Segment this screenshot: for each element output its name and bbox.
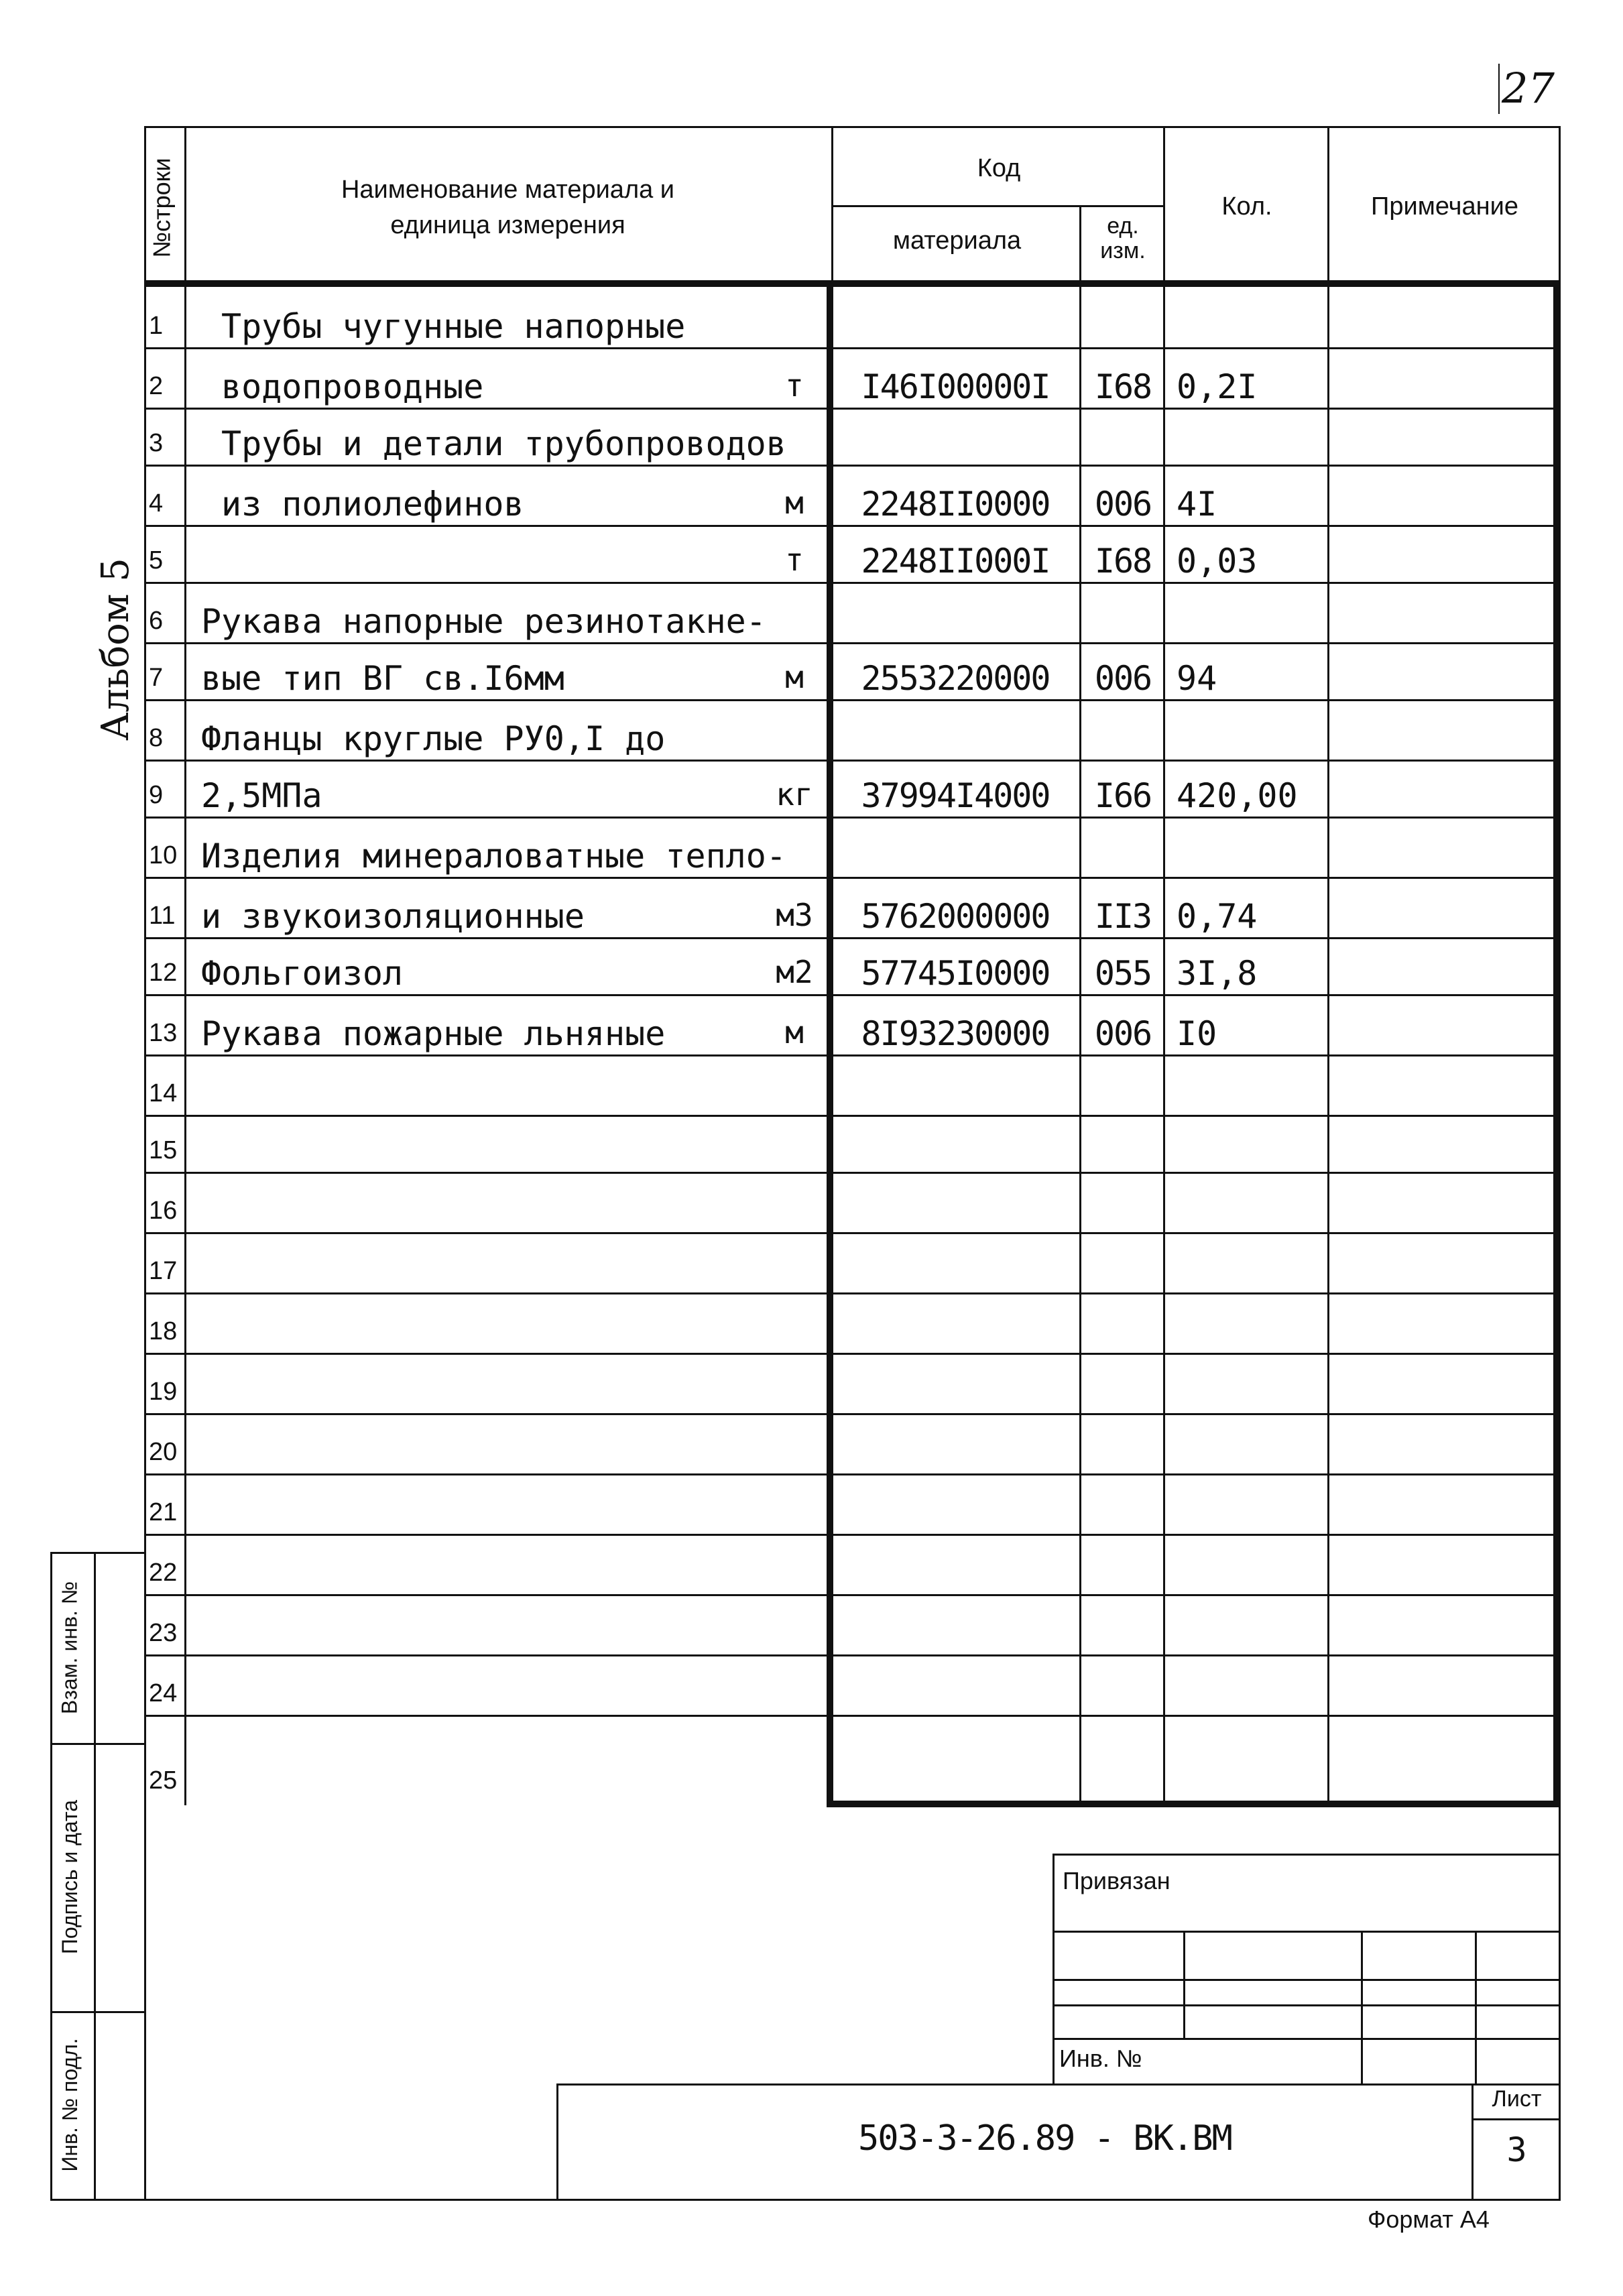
row-number: 20: [149, 1438, 178, 1466]
row-divider: [144, 582, 1559, 584]
row-divider: [144, 1715, 1559, 1717]
row-divider: [144, 408, 1559, 410]
row-number: 5: [149, 546, 164, 575]
sheet-number: 3: [1506, 2130, 1527, 2169]
row-number: 25: [149, 1766, 178, 1795]
material-name: Изделия минераловатные тепло-: [201, 837, 786, 875]
material-name: 2,5МПа: [201, 776, 322, 815]
row-number: 15: [149, 1136, 178, 1164]
header-name-line1: Наименование материала и: [341, 176, 675, 204]
material-code: I46I00000I: [861, 367, 1050, 406]
row-divider: [144, 1654, 1559, 1656]
material-name: Фланцы круглые РУ0,I до: [201, 719, 666, 758]
quantity: 3I,8: [1177, 954, 1258, 993]
material-name: водопроводные: [221, 367, 484, 406]
material-name: вые тип ВГ св.I6мм: [201, 659, 564, 698]
row-number: 23: [149, 1619, 178, 1647]
unit-code: 006: [1094, 1014, 1152, 1053]
header-quantity: Кол.: [1221, 192, 1272, 221]
unit-of-measure: м3: [776, 897, 813, 933]
header-row-number: №строки: [147, 158, 176, 258]
row-number: 12: [149, 959, 178, 987]
unit-code: 006: [1094, 485, 1152, 524]
unit-of-measure: т: [785, 367, 804, 404]
row-divider: [144, 525, 1559, 527]
stamp-replace-inv: Взам. инв. №: [57, 1581, 82, 1715]
row-number: 17: [149, 1257, 178, 1285]
row-number: 22: [149, 1559, 178, 1587]
quantity: I0: [1177, 1014, 1217, 1053]
unit-code: I68: [1094, 542, 1152, 581]
header-code: Код: [977, 154, 1021, 182]
unit-of-measure: кг: [776, 776, 813, 812]
quantity: 420,00: [1177, 776, 1298, 815]
row-divider: [144, 1172, 1559, 1174]
row-divider: [144, 699, 1559, 701]
stamp-orig-inv: Инв. № подл.: [58, 2038, 82, 2172]
document-code: 503-3-26.89 - ВК.ВМ: [858, 2118, 1231, 2159]
row-divider: [144, 760, 1559, 762]
material-code: 5762000000: [861, 897, 1050, 936]
row-divider: [144, 817, 1559, 819]
unit-of-measure: м: [785, 659, 804, 695]
quantity: 0,2I: [1177, 367, 1258, 406]
header-note: Примечание: [1371, 192, 1518, 221]
material-name: Трубы чугунные напорные: [221, 307, 686, 346]
row-number: 10: [149, 841, 178, 869]
page-corner-number: 27: [1502, 64, 1555, 113]
sheet-label: Лист: [1492, 2086, 1542, 2112]
material-name: и звукоизоляционные: [201, 897, 585, 936]
corner-tick: [1498, 64, 1500, 114]
row-number: 18: [149, 1317, 178, 1345]
row-divider: [144, 1353, 1559, 1355]
row-number: 11: [149, 902, 176, 930]
row-divider: [144, 1232, 1559, 1234]
unit-of-measure: т: [785, 542, 804, 578]
row-number: 4: [149, 489, 164, 518]
row-number: 9: [149, 781, 164, 809]
quantity: 94: [1177, 659, 1217, 698]
row-number: 2: [149, 372, 164, 400]
row-number: 1: [149, 312, 164, 340]
material-code: 2248II0000: [861, 485, 1050, 524]
material-name: Трубы и детали трубопроводов: [221, 424, 786, 463]
row-number: 13: [149, 1019, 178, 1047]
row-divider: [144, 1292, 1559, 1294]
unit-of-measure: м2: [776, 954, 813, 990]
unit-of-measure: м: [785, 1014, 804, 1050]
unit-of-measure: м: [785, 485, 804, 521]
material-code: 57745I0000: [861, 954, 1050, 993]
row-number: 7: [149, 664, 164, 692]
quantity: 0,74: [1177, 897, 1258, 936]
format-label: Формат А4: [1368, 2206, 1490, 2233]
row-number: 16: [149, 1197, 178, 1225]
material-code: 2553220000: [861, 659, 1050, 698]
row-divider: [144, 1115, 1559, 1117]
material-name: Рукава напорные резинотакне-: [201, 602, 766, 641]
material-name: из полиолефинов: [221, 485, 524, 524]
album-label: Альбом 5: [94, 558, 137, 741]
row-divider: [144, 465, 1559, 467]
header-code-unit-line2: изм.: [1100, 238, 1146, 263]
unit-code: I68: [1094, 367, 1152, 406]
row-number: 21: [149, 1498, 178, 1526]
row-number: 14: [149, 1079, 178, 1107]
row-divider: [144, 347, 1559, 349]
material-name: Фольгоизол: [201, 954, 404, 993]
unit-code: I66: [1094, 776, 1152, 815]
row-number: 24: [149, 1679, 178, 1707]
inv-no-label: Инв. №: [1059, 2045, 1142, 2072]
row-number: 8: [149, 724, 164, 752]
material-name: Рукава пожарные льняные: [201, 1014, 666, 1053]
row-number: 19: [149, 1378, 178, 1406]
quantity: 4I: [1177, 485, 1217, 524]
row-divider: [144, 1054, 1559, 1056]
material-code: 8I93230000: [861, 1014, 1050, 1053]
row-divider: [144, 1594, 1559, 1596]
quantity: 0,03: [1177, 542, 1258, 581]
header-code-unit-line1: ед.: [1107, 213, 1139, 239]
unit-code: 006: [1094, 659, 1152, 698]
row-divider: [144, 1413, 1559, 1415]
unit-code: 055: [1094, 954, 1152, 993]
unit-code: II3: [1094, 897, 1152, 936]
row-divider: [144, 994, 1559, 996]
header-name-line2: единица измерения: [390, 211, 625, 239]
row-divider: [144, 1534, 1559, 1536]
material-code: 37994I4000: [861, 776, 1050, 815]
row-divider: [144, 642, 1559, 644]
row-divider: [144, 1473, 1559, 1475]
stamp-sign-date: Подпись и дата: [58, 1799, 82, 1955]
row-number: 3: [149, 429, 164, 457]
row-divider: [144, 877, 1559, 879]
header-code-material: материала: [892, 227, 1022, 255]
row-number: 6: [149, 607, 164, 635]
material-code: 2248II000I: [861, 542, 1050, 581]
row-divider: [144, 937, 1559, 939]
bound-label: Привязан: [1063, 1867, 1170, 1894]
